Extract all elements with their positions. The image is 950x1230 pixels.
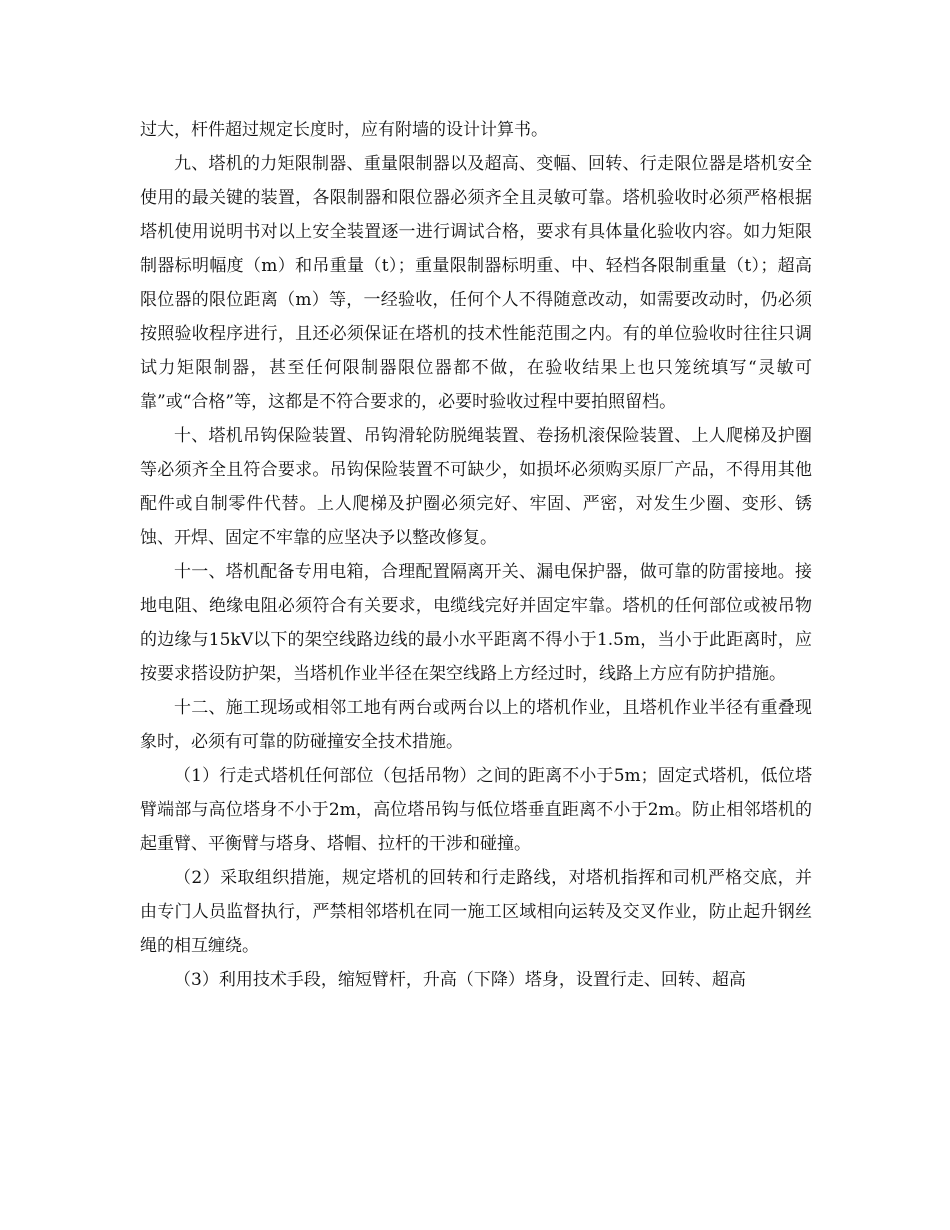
paragraph-sub-3-technical: （3）利用技术手段，缩短臂杆，升高（下降）塔身，设置行走、回转、超高 bbox=[174, 970, 746, 990]
paragraph-sub-2-organization: （2）采取组织措施，规定塔机的回转和行走路线，对塔机指挥和司机严格交底，并由专门人员监督执行，严禁相邻塔机在同一施工区域相向运转及交叉作业，防止起升钢丝绳的相互缠绕。 bbox=[140, 868, 812, 956]
paragraph-item-11-electrical: 十一、塔机配备专用电箱，合理配置隔离开关、漏电保护器，做可靠的防雷接地。接地电阻、绝缘电阻必须符合有关要求，电缆线完好并固定牢靠。塔机的任何部位或被吊物的边缘与15kV以下的架空线路边线的最小水平距离不得小于1.5m，当小于此距离时，应按要求搭设防护架，当塔机作业半径在架空线路上方经过时，线路上方应有防护措施。 bbox=[140, 562, 812, 684]
paragraph-sub-1-distance: （1）行走式塔机任何部位（包括吊物）之间的距离不小于5m；固定式塔机，低位塔臂端部与高位塔身不小于2m，高位塔吊钩与低位塔垂直距离不小于2m。防止相邻塔机的起重臂、平衡臂与塔身、塔帽、拉杆的干涉和碰撞。 bbox=[140, 766, 812, 854]
paragraph-item-10-hook-safety: 十、塔机吊钩保险装置、吊钩滑轮防脱绳装置、卷扬机滚保险装置、上人爬梯及护圈等必须齐全且符合要求。吊钩保险装置不可缺少，如损坏必须购买原厂产品，不得用其他配件或自制零件代替。上人爬梯及护圈必须完好、牢固、严密，对发生少圈、变形、锈蚀、开焊、固定不牢靠的应坚决予以整改修复。 bbox=[140, 426, 812, 548]
paragraph-item-9-limiters: 九、塔机的力矩限制器、重量限制器以及超高、变幅、回转、行走限位器是塔机安全使用的最关键的装置，各限制器和限位器必须齐全且灵敏可靠。塔机验收时必须严格根据塔机使用说明书对以上安全装置逐一进行调试合格，要求有具体量化验收内容。如力矩限制器标明幅度（m）和吊重量（t）；重量限制器标明重、中、轻档各限制重量（t）；超高限位器的限位距离（m）等，一经验收，任何个人不得随意改动，如需要改动时，仍必须按照验收程序进行，且还必须保证在塔机的技术性能范围之内。有的单位验收时往往只调试力矩限制器，甚至任何限制器限位器都不做，在验收结果上也只笼统填写“灵敏可靠”或“合格”等，这都是不符合要求的，必要时验收过程中要拍照留档。 bbox=[140, 154, 812, 412]
paragraph-item-12-anti-collision: 十二、施工现场或相邻工地有两台或两台以上的塔机作业，且塔机作业半径有重叠现象时，必须有可靠的防碰撞安全技术措施。 bbox=[140, 698, 812, 752]
paragraph-continuation: 过大，杆件超过规定长度时，应有附墙的设计计算书。 bbox=[140, 120, 548, 140]
document-body bbox=[140, 113, 812, 997]
